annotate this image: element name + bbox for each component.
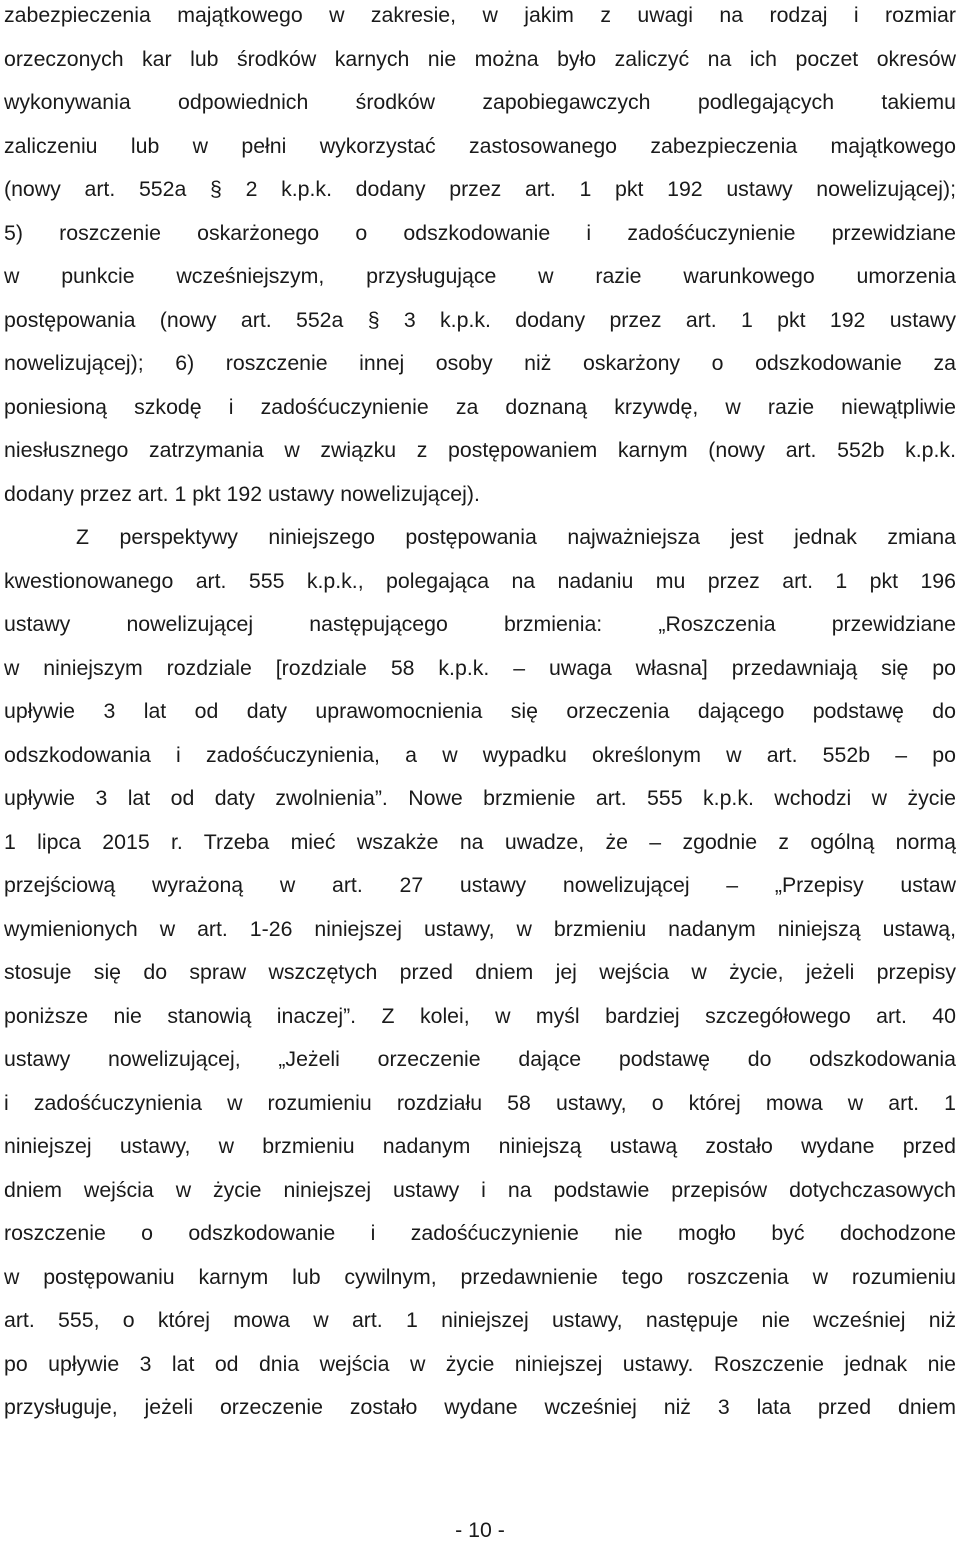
text-line: orzeczonych kar lub środków karnych nie można było zaliczyć na ich poczet okresów <box>4 46 956 71</box>
text-line: w postępowaniu karnym lub cywilnym, przedawnienie tego roszczenia w rozumieniu <box>4 1264 956 1289</box>
text-line: wymienionych w art. 1-26 niniejszej ustawy, w brzmieniu nadanym niniejszą ustawą, <box>4 916 956 941</box>
text-line: w punkcie wcześniejszym, przysługujące w razie warunkowego umorzenia <box>4 264 956 288</box>
text-line: poniesioną szkodę i zadośćuczynienie za doznaną krzywdę, w razie niewątpliwie <box>4 394 956 419</box>
text-line: kwestionowanego art. 555 k.p.k., polegająca na nadaniu mu przez art. 1 pkt 196 <box>4 568 956 593</box>
text-line: dniem wejścia w życie niniejszej ustawy i na podstawie przepisów dotychczasowych <box>4 1177 956 1202</box>
page-number: - 10 - <box>455 1518 505 1542</box>
text-line: poniższe nie stanowią inaczej”. Z kolei, w myśl bardziej szczegółowego art. 40 <box>4 1003 956 1028</box>
text-line: postępowania (nowy art. 552a § 3 k.p.k. dodany przez art. 1 pkt 192 ustawy <box>4 307 956 332</box>
text-line: (nowy art. 552a § 2 k.p.k. dodany przez art. 1 pkt 192 ustawy nowelizującej); <box>4 177 956 201</box>
text-line: zabezpieczenia majątkowego w zakresie, w jakim z uwagi na rodzaj i rozmiar <box>4 3 956 27</box>
text-line: w niniejszym rozdziale [rozdziale 58 k.p.k. – uwaga własna] przedawniają się po <box>4 655 956 680</box>
text-line: dodany przez art. 1 pkt 192 ustawy nowelizującej). <box>4 481 480 506</box>
text-line: przysługuje, jeżeli orzeczenie zostało wydane wcześniej niż 3 lata przed dniem <box>4 1395 956 1419</box>
text-line: odszkodowania i zadośćuczynienia, a w wypadku określonym w art. 552b – po <box>4 742 956 767</box>
text-line: niesłusznego zatrzymania w związku z postępowaniem karnym (nowy art. 552b k.p.k. <box>4 438 956 462</box>
text-line: po upływie 3 lat od dnia wejścia w życie niniejszej ustawy. Roszczenie jednak nie <box>4 1351 956 1376</box>
text-line: ustawy nowelizującej, „Jeżeli orzeczenie dające podstawę do odszkodowania <box>4 1047 956 1071</box>
text-line: upływie 3 lat od daty uprawomocnienia się orzeczenia dającego podstawę do <box>4 699 956 723</box>
text-line: niniejszej ustawy, w brzmieniu nadanym niniejszą ustawą zostało wydane przed <box>4 1134 956 1158</box>
text-line: ustawy nowelizującej następującego brzmienia: „Roszczenia przewidziane <box>4 612 956 636</box>
text-line: roszczenie o odszkodowanie i zadośćuczynienie nie mogło być dochodzone <box>4 1221 956 1245</box>
text-line: stosuje się do spraw wszczętych przed dniem jej wejścia w życie, jeżeli przepisy <box>4 960 956 984</box>
text-line: nowelizującej); 6) roszczenie innej osoby niż oskarżony o odszkodowanie za <box>4 351 956 375</box>
text-line: Z perspektywy niniejszego postępowania najważniejsza jest jednak zmiana <box>76 525 956 549</box>
text-line: zaliczeniu lub w pełni wykorzystać zastosowanego zabezpieczenia majątkowego <box>4 133 956 158</box>
text-line: przejściową wyrażoną w art. 27 ustawy nowelizującej – „Przepisy ustaw <box>4 873 956 897</box>
text-line: 5) roszczenie oskarżonego o odszkodowanie i zadośćuczynienie przewidziane <box>4 220 956 245</box>
text-line: upływie 3 lat od daty zwolnienia”. Nowe brzmienie art. 555 k.p.k. wchodzi w życie <box>4 786 956 810</box>
text-line: art. 555, o której mowa w art. 1 niniejszej ustawy, następuje nie wcześniej niż <box>4 1308 956 1332</box>
text-line: 1 lipca 2015 r. Trzeba mieć wszakże na uwadze, że – zgodnie z ogólną normą <box>4 829 956 854</box>
text-line: wykonywania odpowiednich środków zapobiegawczych podlegających takiemu <box>4 90 956 114</box>
text-line: i zadośćuczynienia w rozumieniu rozdziału 58 ustawy, o której mowa w art. 1 <box>4 1090 956 1115</box>
